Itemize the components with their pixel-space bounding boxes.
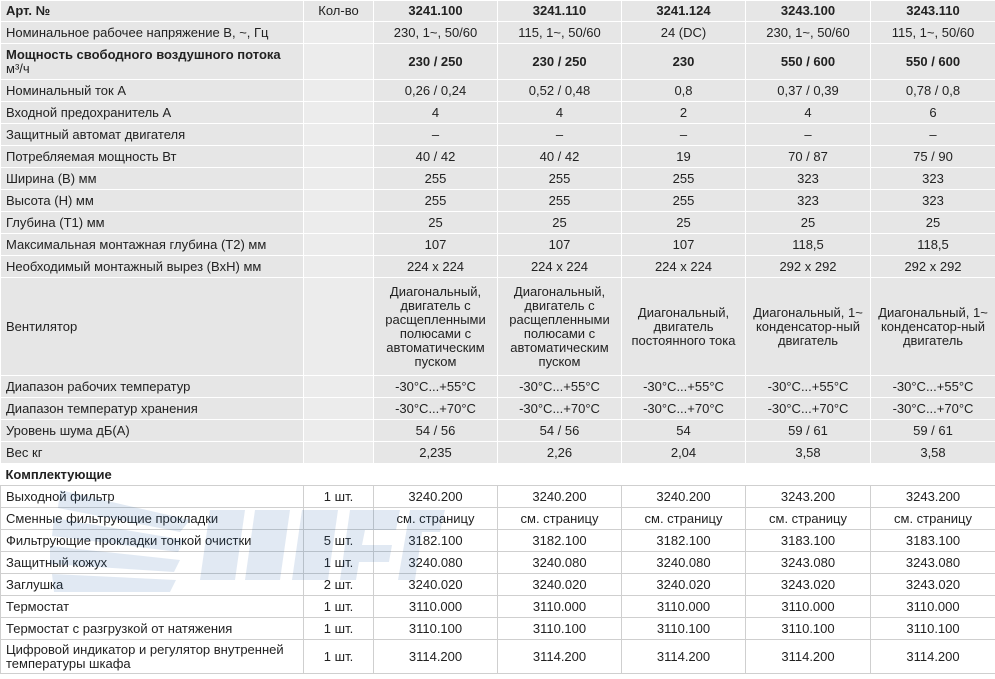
spec-row [1, 146, 995, 168]
spec-value: 255 [498, 190, 622, 212]
accessory-value: 3110.000 [622, 596, 746, 618]
spec-value: 25 [871, 212, 995, 234]
spec-value: 230, 1~, 50/60 [374, 22, 498, 44]
accessory-label: Цифровой индикатор и регулятор внутренней температуры шкафа [1, 640, 304, 674]
spec-value: 107 [498, 234, 622, 256]
spec-label: Номинальный ток А [1, 80, 304, 102]
spec-label: Максимальная монтажная глубина (T2) мм [1, 234, 304, 256]
spec-value: 0,8 [622, 80, 746, 102]
spec-row [1, 376, 995, 398]
accessory-value: см. страницу [498, 508, 622, 530]
spec-value: 550 / 600 [871, 44, 995, 80]
accessory-qty: 1 шт. [304, 596, 374, 618]
spec-value: – [622, 124, 746, 146]
spec-value: 118,5 [746, 234, 871, 256]
spec-row [1, 124, 995, 146]
spec-value: 25 [498, 212, 622, 234]
accessory-value: 3114.200 [498, 640, 622, 674]
spec-value: 54 [622, 420, 746, 442]
spec-value: 323 [746, 168, 871, 190]
spec-value: 115, 1~, 50/60 [871, 22, 995, 44]
accessory-value: 3182.100 [374, 530, 498, 552]
accessory-value: 3114.200 [746, 640, 871, 674]
spec-value: Диагональный, двигатель с расщепленными полюсами с автоматическим пуском [374, 278, 498, 376]
spec-value: 230 [622, 44, 746, 80]
spec-label: Вентилятор [1, 278, 304, 376]
spec-label: Мощность свободного воздушного потока м³/ч [1, 44, 304, 80]
spec-value: 24 (DC) [622, 22, 746, 44]
spec-row [1, 256, 995, 278]
spec-value: 59 / 61 [746, 420, 871, 442]
accessory-row [1, 618, 995, 640]
spec-value: 230 / 250 [374, 44, 498, 80]
spec-value: 0,78 / 0,8 [871, 80, 995, 102]
spec-value: 292 x 292 [871, 256, 995, 278]
spec-value: 323 [871, 168, 995, 190]
spec-row [1, 442, 995, 464]
spec-value: 4 [374, 102, 498, 124]
accessory-value: см. страницу [374, 508, 498, 530]
accessory-value: 3183.100 [871, 530, 995, 552]
accessory-row [1, 508, 995, 530]
header-row [1, 1, 995, 22]
spec-value: 0,52 / 0,48 [498, 80, 622, 102]
accessory-qty: 1 шт. [304, 552, 374, 574]
spec-value: 2,04 [622, 442, 746, 464]
spec-value: – [498, 124, 622, 146]
spec-value: Диагональный, двигатель постоянного тока [622, 278, 746, 376]
spec-label: Номинальное рабочее напряжение В, ~, Гц [1, 22, 304, 44]
spec-value: -30°C...+55°C [746, 376, 871, 398]
spec-row [1, 278, 995, 376]
spec-value: -30°C...+55°C [871, 376, 995, 398]
spec-value: 25 [374, 212, 498, 234]
model-header: 3241.110 [498, 1, 622, 22]
accessory-value: 3240.080 [622, 552, 746, 574]
spec-unit: м³/ч [6, 60, 30, 76]
spec-value: 292 x 292 [746, 256, 871, 278]
spec-value: 70 / 87 [746, 146, 871, 168]
accessory-qty: 1 шт. [304, 618, 374, 640]
accessory-value: 3110.000 [871, 596, 995, 618]
qty-header: Кол-во [304, 1, 374, 22]
accessory-row [1, 552, 995, 574]
spec-value: 255 [374, 190, 498, 212]
spec-value: 224 x 224 [498, 256, 622, 278]
spec-label: Уровень шума дБ(А) [1, 420, 304, 442]
accessory-value: 3243.200 [746, 486, 871, 508]
spec-row [1, 234, 995, 256]
spec-value: 2,235 [374, 442, 498, 464]
accessory-label: Фильтрующие прокладки тонкой очистки [1, 530, 304, 552]
spec-value: – [374, 124, 498, 146]
spec-value: 3,58 [746, 442, 871, 464]
spec-value: 255 [498, 168, 622, 190]
spec-value: 2,26 [498, 442, 622, 464]
accessory-value: 3182.100 [498, 530, 622, 552]
spec-value: 2 [622, 102, 746, 124]
accessory-value: см. страницу [871, 508, 995, 530]
accessory-value: 3240.200 [622, 486, 746, 508]
spec-value: Диагональный, 1~ конденсатор-ный двигатель [871, 278, 995, 376]
spec-value: -30°C...+70°C [498, 398, 622, 420]
accessory-value: 3243.200 [871, 486, 995, 508]
accessory-label: Заглушка [1, 574, 304, 596]
accessory-value: 3110.100 [498, 618, 622, 640]
spec-value: 224 x 224 [622, 256, 746, 278]
spec-value: -30°C...+70°C [871, 398, 995, 420]
spec-row [1, 44, 995, 80]
accessory-label: Термостат с разгрузкой от натяжения [1, 618, 304, 640]
accessory-value: 3243.020 [746, 574, 871, 596]
accessory-value: 3110.000 [498, 596, 622, 618]
model-header: 3241.100 [374, 1, 498, 22]
spec-value: -30°C...+55°C [622, 376, 746, 398]
accessory-value: 3240.020 [498, 574, 622, 596]
accessory-value: 3240.020 [622, 574, 746, 596]
spec-value: 25 [746, 212, 871, 234]
accessory-row [1, 640, 995, 674]
spec-row [1, 212, 995, 234]
spec-label: Необходимый монтажный вырез (BxH) мм [1, 256, 304, 278]
spec-value: 115, 1~, 50/60 [498, 22, 622, 44]
spec-value: 59 / 61 [871, 420, 995, 442]
spec-value: 4 [498, 102, 622, 124]
spec-value: 75 / 90 [871, 146, 995, 168]
spec-value: 118,5 [871, 234, 995, 256]
model-header: 3243.100 [746, 1, 871, 22]
accessory-value: см. страницу [622, 508, 746, 530]
spec-value: 54 / 56 [498, 420, 622, 442]
spec-row [1, 420, 995, 442]
art-number-header: Арт. № [1, 1, 304, 22]
accessory-value: 3183.100 [746, 530, 871, 552]
spec-label: Защитный автомат двигателя [1, 124, 304, 146]
accessory-value: см. страницу [746, 508, 871, 530]
spec-value: -30°C...+70°C [622, 398, 746, 420]
spec-value: 19 [622, 146, 746, 168]
accessory-qty: 5 шт. [304, 530, 374, 552]
spec-value: Диагональный, 1~ конденсатор-ный двигатель [746, 278, 871, 376]
accessory-qty: 1 шт. [304, 640, 374, 674]
spec-row [1, 102, 995, 124]
spec-row [1, 80, 995, 102]
spec-value: 230, 1~, 50/60 [746, 22, 871, 44]
spec-value: 25 [622, 212, 746, 234]
accessory-value: 3110.100 [374, 618, 498, 640]
accessory-value: 3240.200 [374, 486, 498, 508]
spec-value: 224 x 224 [374, 256, 498, 278]
spec-label: Потребляемая мощность Вт [1, 146, 304, 168]
spec-row [1, 398, 995, 420]
spec-value: 4 [746, 102, 871, 124]
spec-label: Ширина (B) мм [1, 168, 304, 190]
spec-value: – [871, 124, 995, 146]
accessory-qty [304, 508, 374, 530]
accessory-qty: 1 шт. [304, 486, 374, 508]
spec-label: Глубина (T1) мм [1, 212, 304, 234]
spec-value: – [746, 124, 871, 146]
spec-value: 255 [622, 190, 746, 212]
spec-row [1, 168, 995, 190]
accessory-value: 3110.000 [746, 596, 871, 618]
spec-value: -30°C...+55°C [374, 376, 498, 398]
spec-value: 3,58 [871, 442, 995, 464]
accessory-qty: 2 шт. [304, 574, 374, 596]
spec-value: -30°C...+55°C [498, 376, 622, 398]
accessory-label: Защитный кожух [1, 552, 304, 574]
spec-row [1, 22, 995, 44]
accessory-value: 3240.020 [374, 574, 498, 596]
spec-value: 40 / 42 [374, 146, 498, 168]
accessory-label: Термостат [1, 596, 304, 618]
spec-value: 255 [374, 168, 498, 190]
spec-value: 107 [374, 234, 498, 256]
accessory-value: 3110.100 [622, 618, 746, 640]
spec-value: 107 [622, 234, 746, 256]
spec-value: 230 / 250 [498, 44, 622, 80]
accessory-value: 3114.200 [374, 640, 498, 674]
accessories-section [1, 464, 995, 486]
model-header: 3241.124 [622, 1, 746, 22]
accessory-label: Выходной фильтр [1, 486, 304, 508]
spec-value: 323 [871, 190, 995, 212]
accessory-value: 3243.080 [871, 552, 995, 574]
spec-value: 323 [746, 190, 871, 212]
spec-label: Вес кг [1, 442, 304, 464]
spec-label: Высота (H) мм [1, 190, 304, 212]
accessory-row [1, 574, 995, 596]
accessory-value: 3240.080 [498, 552, 622, 574]
spec-value: 40 / 42 [498, 146, 622, 168]
accessory-value: 3110.000 [374, 596, 498, 618]
accessory-value: 3114.200 [871, 640, 995, 674]
spec-value: 6 [871, 102, 995, 124]
spec-value: Диагональный, двигатель с расщепленными полюсами с автоматическим пуском [498, 278, 622, 376]
accessory-row [1, 596, 995, 618]
spec-value: 550 / 600 [746, 44, 871, 80]
accessory-row [1, 486, 995, 508]
spec-label: Диапазон рабочих температур [1, 376, 304, 398]
spec-value: 0,37 / 0,39 [746, 80, 871, 102]
spec-value: -30°C...+70°C [374, 398, 498, 420]
accessory-value: 3240.080 [374, 552, 498, 574]
spec-value: 0,26 / 0,24 [374, 80, 498, 102]
accessory-value: 3243.080 [746, 552, 871, 574]
accessories-title: Комплектующие [1, 464, 995, 486]
accessory-value: 3110.100 [746, 618, 871, 640]
accessory-value: 3240.200 [498, 486, 622, 508]
accessory-row [1, 530, 995, 552]
model-header: 3243.110 [871, 1, 995, 22]
spec-value: -30°C...+70°C [746, 398, 871, 420]
accessory-value: 3243.020 [871, 574, 995, 596]
accessory-value: 3182.100 [622, 530, 746, 552]
spec-label: Диапазон температур хранения [1, 398, 304, 420]
accessory-value: 3110.100 [871, 618, 995, 640]
spec-row [1, 190, 995, 212]
accessory-label: Сменные фильтрующие прокладки [1, 508, 304, 530]
accessory-value: 3114.200 [622, 640, 746, 674]
spec-value: 255 [622, 168, 746, 190]
spec-value: 54 / 56 [374, 420, 498, 442]
spec-label: Входной предохранитель А [1, 102, 304, 124]
